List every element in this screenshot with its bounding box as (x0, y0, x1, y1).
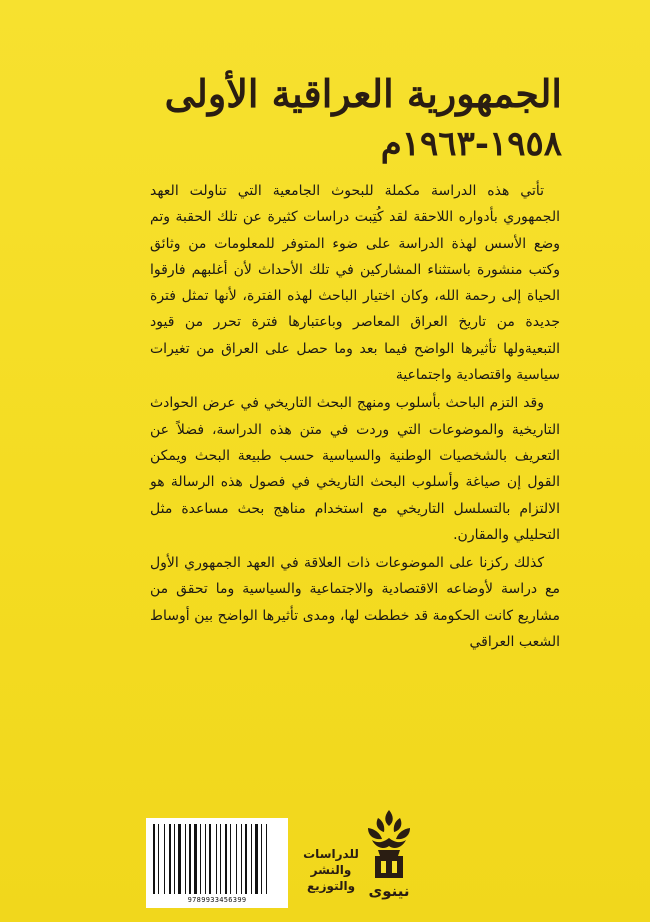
publisher-block (300, 806, 420, 906)
blurb (150, 178, 560, 657)
isbn-barcode (146, 818, 288, 908)
publisher-tagline (300, 846, 362, 894)
publisher-line-3: والتوزيع (306, 879, 356, 893)
blurb-paragraph-2: وقد التزم الباحث بأسلوب ومنهج البحث التاريخي في عرض الحوادث التاريخية والموضوعات التي وردت في متن هذه الدراسة، فضلاً عن التعريف بالشخصيات الوطنية والسياسية حسب طبيعة البحث ويمكن القول إن صياغة وأسلوب البحث التاريخي في فصول هذه الرسالة هو الالتزام بالتسلسل التاريخي مع استخدام مناهج بحث مساعدة مثل التحليلي والمقارن. (150, 395, 560, 543)
publisher-line-1: للدراسات (303, 847, 359, 861)
publisher-logo-text: نينوى (368, 882, 410, 900)
barcode-icon (153, 824, 281, 894)
barcode-number: 9789933456399 (187, 896, 247, 904)
book-title: الجمهورية العراقية الأولى (164, 71, 562, 116)
book-years: ١٩٥٨-١٩٦٣م (380, 124, 562, 164)
lotus-emblem-icon (358, 806, 420, 906)
blurb-paragraph-3: كذلك ركزنا على الموضوعات ذات العلاقة في العهد الجمهوري الأول مع دراسة لأوضاعه الاقتصادية والاجتماعية والسياسية وما تحقق من مشاريع كانت الحكومة قد خططت لها، ومدى تأثيرها الواضح بين أوساط الشعب العراقي (150, 555, 560, 651)
blurb-paragraph-1: تأتي هذه الدراسة مكملة للبحوث الجامعية التي تناولت العهد الجمهوري بأدواره اللاحقة لقد كُتِبت دراسات كثيرة عن تلك الحقبة وتم وضع الأسس لهذة الدراسة على ضوء المتوفر للمعلومات من وثائق وكتب منشورة باستثناء المشاركين في تلك الأحداث لأن أغلبهم فارقوا الحياة إلى رحمة الله، وكان اختيار الباحث لهذه الفترة، لأنها تمثل فترة جديدة من تاريخ العراق المعاصر وباعتبارها فترة تحرر من قيود التبعيةولها تأثيرها الواضح فيما بعد وما حصل على العراق من تغيرات سياسية واقتصادية واجتماعية (150, 183, 560, 384)
publisher-line-2: والنشر (310, 863, 352, 877)
